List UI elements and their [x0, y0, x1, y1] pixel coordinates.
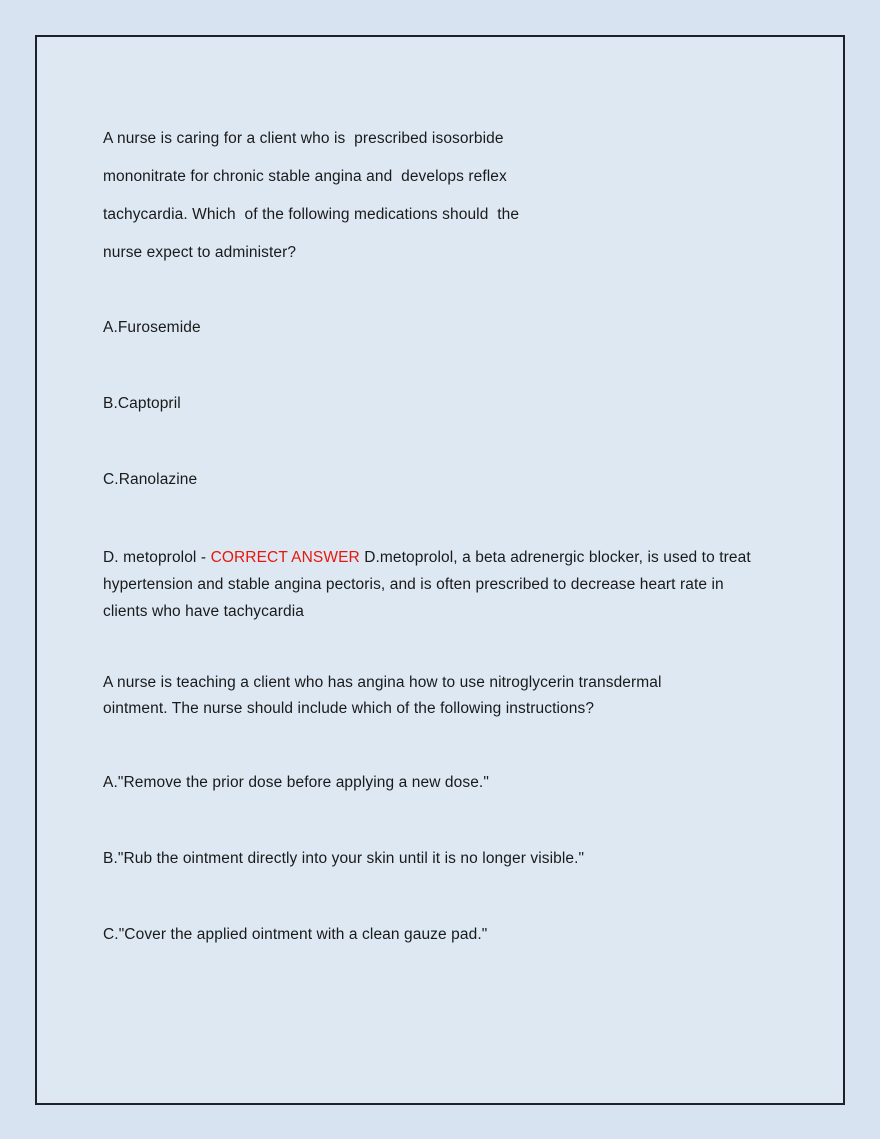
document-content: [37, 37, 843, 946]
question-2: [103, 670, 777, 722]
question-2-option-b: B."Rub the ointment directly into your skin until it is no longer visible.": [103, 850, 585, 867]
document-page-frame: [35, 35, 845, 1105]
question-1-option-a: A.Furosemide: [103, 319, 201, 336]
question-1-line-3: tachycardia. Which of the following medications should the: [103, 206, 520, 223]
answer-explanation: D.metoprolol, a beta adrenergic blocker, is used to treat hypertension and stable angina pectoris, and is often prescribed to decrease heart rate in clients who have tachycardia: [103, 549, 756, 620]
question-1-answer: [103, 544, 756, 625]
question-2-option-c: C."Cover the applied ointment with a clean gauze pad.": [103, 926, 488, 943]
answer-option-d-prefix: D. metoprolol -: [103, 549, 211, 566]
question-1: [103, 128, 777, 264]
question-2-options: [103, 772, 777, 946]
question-1-options: [103, 317, 777, 491]
question-1-line-2: mononitrate for chronic stable angina and develops reflex: [103, 168, 507, 185]
question-2-option-a: A."Remove the prior dose before applying a new dose.": [103, 774, 489, 791]
question-1-line-4: nurse expect to administer?: [103, 244, 297, 261]
question-2-line-1: A nurse is teaching a client who has angina how to use nitroglycerin transdermal: [103, 674, 662, 691]
correct-answer-marker: CORRECT ANSWER: [210, 549, 360, 566]
question-2-line-2: ointment. The nurse should include which of the following instructions?: [103, 700, 595, 717]
question-1-line-1: A nurse is caring for a client who is prescribed isosorbide: [103, 130, 504, 147]
question-1-option-c: C.Ranolazine: [103, 471, 198, 488]
question-1-option-b: B.Captopril: [103, 395, 181, 412]
